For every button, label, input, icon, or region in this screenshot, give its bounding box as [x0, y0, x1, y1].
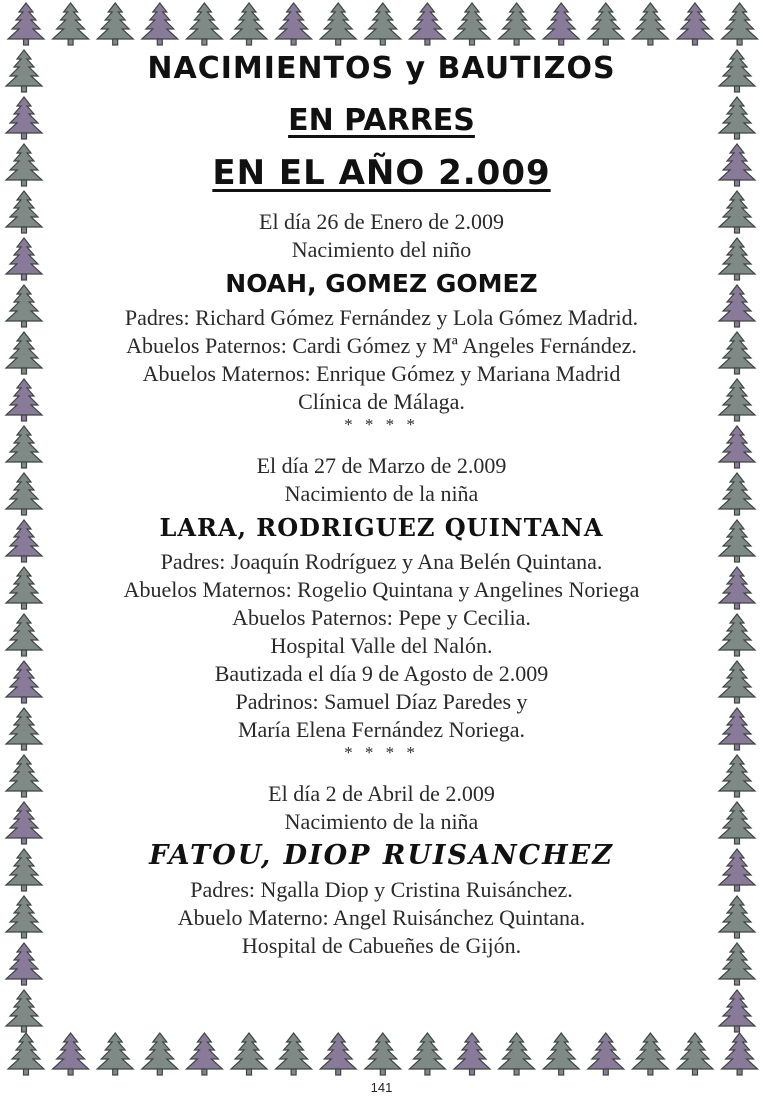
christmas-tree-icon	[231, 1033, 267, 1075]
christmas-tree-icon	[719, 896, 755, 938]
christmas-tree-icon	[499, 1033, 535, 1075]
christmas-tree-icon	[53, 3, 89, 45]
christmas-tree-icon	[276, 1033, 312, 1075]
entry-date: El día 26 de Enero de 2.009	[259, 209, 504, 234]
entry-name: NOAH, GOMEZ GOMEZ	[225, 269, 538, 298]
christmas-tree-icon	[722, 1033, 758, 1075]
christmas-tree-icon	[719, 191, 755, 233]
christmas-tree-icon	[6, 661, 42, 703]
christmas-tree-icon	[142, 1033, 178, 1075]
christmas-tree-icon	[6, 426, 42, 468]
christmas-tree-icon	[6, 191, 42, 233]
entry-separator: * * * *	[344, 743, 419, 762]
christmas-tree-icon	[231, 3, 267, 45]
entry-event: Nacimiento del niño	[291, 237, 472, 262]
entry-parents: Padres: Richard Gómez Fernández y Lola Gómez Madrid.	[124, 305, 639, 330]
christmas-tree-icon	[6, 473, 42, 515]
christmas-tree-icon	[454, 1033, 490, 1075]
birth-entry	[60, 780, 703, 960]
christmas-tree-icon	[719, 97, 755, 139]
entry-godparents: Padrinos: Samuel Díaz Paredes y	[235, 689, 528, 714]
page-subtitle: EN PARRES	[288, 103, 475, 138]
christmas-tree-icon	[719, 661, 755, 703]
entry-parents: Padres: Joaquín Rodríguez y Ana Belén Quintana.	[160, 549, 603, 574]
page-year-heading: EN EL AÑO 2.009	[212, 153, 551, 193]
christmas-tree-icon	[719, 379, 755, 421]
christmas-tree-icon	[6, 520, 42, 562]
christmas-tree-icon	[719, 520, 755, 562]
christmas-tree-icon	[6, 849, 42, 891]
christmas-tree-icon	[588, 3, 624, 45]
entry-place: Clínica de Málaga.	[298, 389, 465, 414]
christmas-tree-icon	[97, 3, 133, 45]
christmas-tree-icon	[632, 3, 668, 45]
entry-separator: * * * *	[344, 415, 419, 434]
entry-paternal-grandparents: Abuelos Paternos: Cardi Gómez y Mª Angeles Fernández.	[126, 333, 637, 358]
christmas-tree-icon	[719, 285, 755, 327]
christmas-tree-icon	[719, 144, 755, 186]
christmas-tree-icon	[6, 144, 42, 186]
christmas-tree-icon	[588, 1033, 624, 1075]
entry-maternal-grandfather: Abuelo Materno: Angel Ruisánchez Quintana.	[177, 905, 586, 930]
birth-entry	[60, 452, 703, 762]
christmas-tree-icon	[6, 285, 42, 327]
christmas-tree-icon	[719, 943, 755, 985]
christmas-tree-icon	[8, 3, 44, 45]
entry-place: Hospital de Cabueñes de Gijón.	[241, 933, 522, 958]
christmas-tree-icon	[276, 3, 312, 45]
christmas-tree-icon	[6, 238, 42, 280]
entry-maternal-grandparents: Abuelos Maternos: Rogelio Quintana y Angelines Noriega	[123, 577, 640, 602]
christmas-tree-icon	[719, 990, 755, 1032]
christmas-tree-icon	[6, 896, 42, 938]
entry-date: El día 27 de Marzo de 2.009	[256, 453, 507, 478]
page-title: NACIMIENTOS y BAUTIZOS	[147, 51, 616, 86]
entry-event: Nacimiento de la niña	[284, 481, 479, 506]
christmas-tree-icon	[6, 379, 42, 421]
christmas-tree-icon	[365, 1033, 401, 1075]
christmas-tree-icon	[320, 1033, 356, 1075]
christmas-tree-icon	[409, 3, 445, 45]
christmas-tree-icon	[719, 802, 755, 844]
christmas-tree-icon	[6, 708, 42, 750]
christmas-tree-icon	[320, 3, 356, 45]
christmas-tree-icon	[186, 1033, 222, 1075]
christmas-tree-icon	[186, 3, 222, 45]
christmas-tree-icon	[365, 3, 401, 45]
christmas-tree-icon	[677, 3, 713, 45]
christmas-tree-icon	[142, 3, 178, 45]
christmas-tree-icon	[97, 1033, 133, 1075]
page-number: 141	[370, 1080, 393, 1095]
entry-parents: Padres: Ngalla Diop y Cristina Ruisánchez.	[190, 877, 573, 902]
christmas-tree-icon	[719, 614, 755, 656]
christmas-tree-icon	[632, 1033, 668, 1075]
christmas-tree-icon	[719, 473, 755, 515]
christmas-tree-icon	[719, 50, 755, 92]
christmas-tree-icon	[543, 3, 579, 45]
christmas-tree-icon	[719, 708, 755, 750]
christmas-tree-icon	[719, 755, 755, 797]
christmas-tree-icon	[719, 426, 755, 468]
entry-name: FATOU, DIOP RUISANCHEZ	[149, 840, 614, 871]
entry-place: Hospital Valle del Nalón.	[270, 633, 493, 658]
christmas-tree-icon	[6, 802, 42, 844]
christmas-tree-icon	[6, 755, 42, 797]
christmas-tree-icon	[677, 1033, 713, 1075]
christmas-tree-icon	[6, 567, 42, 609]
christmas-tree-icon	[719, 238, 755, 280]
entry-godparents-cont: María Elena Fernández Noriega.	[237, 717, 526, 742]
christmas-tree-icon	[6, 50, 42, 92]
christmas-tree-icon	[6, 614, 42, 656]
christmas-tree-icon	[6, 332, 42, 374]
christmas-tree-icon	[6, 97, 42, 139]
christmas-tree-icon	[8, 1033, 44, 1075]
christmas-tree-icon	[719, 332, 755, 374]
entry-baptism: Bautizada el día 9 de Agosto de 2.009	[214, 661, 549, 686]
christmas-tree-icon	[53, 1033, 89, 1075]
entry-date: El día 2 de Abril de 2.009	[268, 781, 495, 806]
entry-maternal-grandparents: Abuelos Maternos: Enrique Gómez y Mariana Madrid	[142, 361, 621, 386]
christmas-tree-icon	[719, 849, 755, 891]
entry-name: LARA, RODRIGUEZ QUINTANA	[159, 513, 604, 542]
christmas-tree-icon	[722, 3, 758, 45]
christmas-tree-icon	[454, 3, 490, 45]
christmas-tree-icon	[719, 567, 755, 609]
christmas-tree-icon	[543, 1033, 579, 1075]
page-content	[60, 40, 703, 960]
christmas-tree-icon	[499, 3, 535, 45]
christmas-tree-icon	[6, 990, 42, 1032]
christmas-tree-icon	[409, 1033, 445, 1075]
christmas-tree-icon	[6, 943, 42, 985]
entry-paternal-grandparents: Abuelos Paternos: Pepe y Cecilia.	[232, 605, 531, 630]
entry-event: Nacimiento de la niña	[284, 809, 479, 834]
birth-entry	[60, 208, 703, 434]
